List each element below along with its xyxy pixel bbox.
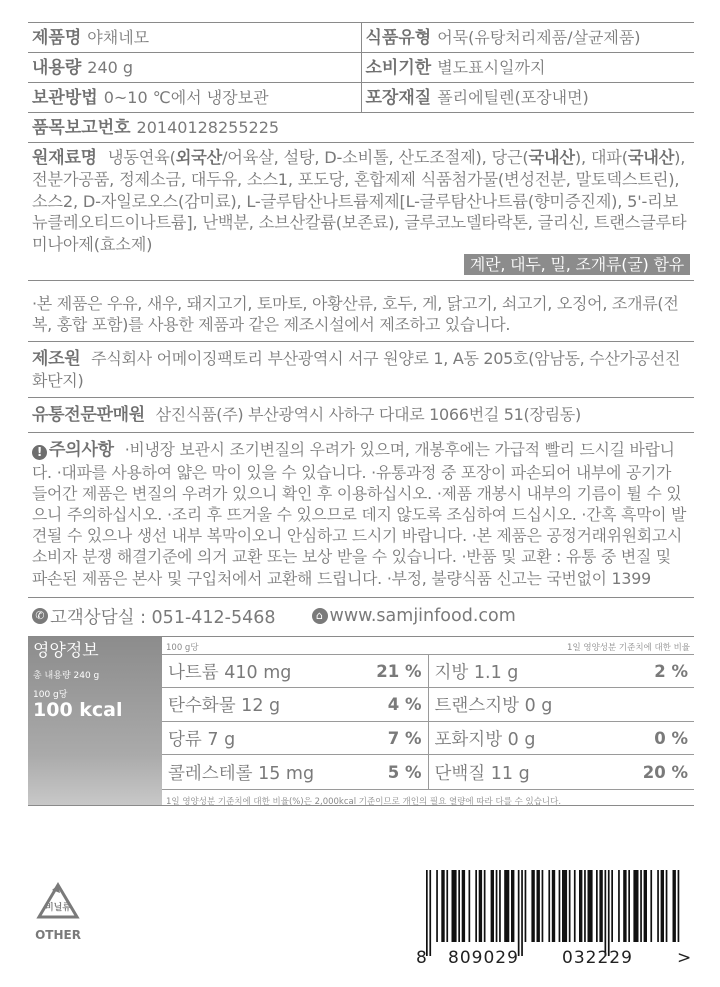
report-number-label: 품목보고번호 — [32, 118, 131, 138]
nutrition-table — [28, 636, 694, 806]
storage-cell — [28, 83, 361, 112]
barcode-digits-left: 809029 — [448, 948, 519, 968]
nutrition-kcal: 100 kcal — [33, 698, 123, 721]
barcode-bar — [511, 870, 514, 942]
barcode-bar — [657, 870, 659, 942]
info-row-3 — [28, 83, 694, 113]
nutrition-row — [162, 755, 694, 789]
manufacturer-text — [28, 342, 694, 397]
barcode-bar — [452, 870, 457, 942]
recycle-inner-text: 비닐류 — [44, 903, 72, 913]
barcode-bar — [640, 870, 642, 942]
manufacturer-label: 제조원 — [32, 349, 81, 370]
barcode-bar — [462, 870, 465, 942]
barcode-bar — [618, 870, 620, 942]
barcode-bar — [479, 870, 482, 942]
report-number-cell — [28, 113, 694, 142]
nutrition-header-left: 100 g당 — [166, 642, 199, 653]
barcode-bar — [673, 870, 676, 942]
food-type-label: 식품유형 — [365, 28, 432, 48]
nutrient-name: 단백질 11 g — [434, 763, 530, 784]
barcode-bar — [484, 870, 486, 942]
ingredients-text — [28, 143, 694, 280]
barcode-bar — [458, 870, 460, 942]
barcode-bar — [441, 870, 444, 942]
packaging-value: 폴리에틸렌(포장내면) — [437, 88, 589, 107]
product-name-cell — [28, 23, 361, 52]
nutrient-name: 당류 7 g — [168, 729, 236, 750]
nutrient-pct: 5 % — [387, 762, 422, 782]
barcode-bar — [518, 870, 520, 956]
contact-row — [28, 598, 694, 636]
nutrition-row — [162, 655, 694, 689]
barcode-bar — [436, 870, 438, 942]
distributor-value: 삼진식품(주) 부산광역시 사하구 다대로 1066번길 51(장림동) — [150, 405, 581, 425]
barcode-bar — [569, 870, 571, 942]
nutrient-pct: 4 % — [387, 695, 422, 715]
nutrient-pct: 7 % — [387, 728, 422, 748]
barcode-bar — [469, 870, 471, 942]
barcode-bar — [661, 870, 664, 942]
phone-icon: ✆ — [32, 608, 48, 624]
ingredients-seg: ), 전분가공품, 정제소금, 대두유, 소스1, 포도당, 혼합제제 식품첨가물(변성전분, 말토덱스트린), 소스2, D-자일로오스(감미료), L-글루탐산나트륨제제[L-글루탐산나트륨(향미증진제), 5'-리보뉴클레오티드이나트륨], 난백분, 소브산칼륨(보존료), 글루코노델타락톤, 글리신, 트랜스글루타미나아제(효소제) — [32, 148, 687, 254]
website-link[interactable] — [312, 606, 516, 626]
barcode-bar — [552, 870, 555, 942]
nutrition-header-right: 1일 영양성분 기준치에 대한 비율 — [567, 642, 690, 653]
nutrient-name: 지방 1.1 g — [434, 662, 519, 683]
expiry-cell — [361, 53, 695, 82]
website-text: www.samjinfood.com — [329, 606, 516, 627]
barcode-bar — [504, 870, 509, 942]
nutrition-per-qty: 100 g당 — [33, 689, 68, 700]
bottom-area — [0, 870, 720, 987]
barcode-bar — [623, 870, 626, 942]
barcode-bar — [542, 870, 544, 942]
ingredients-section — [28, 143, 694, 281]
barcode-bar — [491, 870, 494, 942]
barcode-bar — [525, 870, 527, 942]
barcode-bar — [633, 870, 638, 942]
barcode-bar — [559, 870, 561, 942]
manufacturer-section — [28, 342, 694, 398]
distributor-label: 유통전문판매원 — [32, 405, 145, 426]
barcode-bar — [599, 870, 602, 942]
barcode-bar — [608, 870, 610, 956]
barcode-bar — [531, 870, 534, 942]
quantity-label: 내용량 — [32, 58, 82, 78]
nutrition-grid — [162, 637, 694, 805]
food-type-value: 어묵(유탕처리제품/살균제품) — [437, 28, 641, 47]
packaging-cell — [361, 83, 695, 112]
barcode-arrow: > — [677, 948, 692, 968]
nutrient-pct: 0 % — [654, 728, 688, 748]
quantity-cell — [28, 53, 361, 82]
nutrition-row — [162, 688, 694, 722]
caution-label: 주의사항 — [49, 440, 114, 461]
facility-notice-section — [28, 287, 694, 342]
label-sheet — [28, 22, 694, 806]
barcode-bar — [521, 870, 523, 956]
barcode-bar — [562, 870, 567, 942]
storage-value: 0~10 ℃에서 냉장보관 — [103, 88, 269, 107]
nutrient-pct: 20 % — [642, 762, 688, 782]
nutrition-footnote: 1일 영양성분 기준치에 대한 비율(%)은 2,000kcal 기준이므로 개인의 필요 열량에 따라 다를 수 있습니다. — [162, 789, 694, 812]
caution-text — [28, 433, 694, 596]
nutrition-header — [162, 637, 694, 655]
product-name-value: 야채네모 — [87, 28, 150, 47]
ingredients-seg: ), 대파( — [574, 148, 628, 167]
origin-domestic: 국내산 — [528, 148, 575, 167]
caution-icon: ! — [32, 445, 47, 460]
barcode-bar — [678, 870, 680, 942]
barcode-bar — [499, 870, 501, 942]
nutrition-title: 영양정보 — [33, 640, 99, 661]
home-icon: ⌂ — [312, 608, 328, 624]
barcode-bar — [475, 870, 477, 942]
nutrition-row — [162, 722, 694, 756]
manufacturer-value: 주식회사 어메이징팩토리 부산광역시 서구 원양로 1, A동 205호(암남동, 수산가공선진화단지) — [32, 349, 681, 391]
barcode-bar — [611, 870, 613, 942]
barcode-bar — [650, 870, 652, 942]
report-number-value: 20140128255225 — [136, 118, 280, 137]
caution-body: ·비냉장 보관시 조기변질의 우려가 있으며, 개봉후에는 가급적 빨리 드시길 바랍니다. ·대파를 사용하여 얇은 막이 있을 수 있습니다. ·유통과정 중 포장이 파손되어 내부에 공기가 들어간 제품은 변질의 우려가 있으니 확인 후 이용하십시오. ·제품 개봉시 내부의 기름이 튈 수 있으니 주의하십시오. ·조리 후 뜨거울 수 있으므로 데지 않도록 조심하여 드십시오. ·간혹 흑막이 발견될 수 있으나 생선 내부 복막이오니 안심하고 드시기 바랍니다. ·본 제품은 공정거래위원회고시 소비자 분쟁 해결기준에 의거 교환 또는 보상 받을 수 있습니다. ·반품 및 교환 : 유통 중 변질 및 파손된 제품은 본사 및 구입처에서 교환해 드립니다. ·부정, 불량식품 신고는 국번없이 1399 — [32, 440, 687, 588]
recycle-name: OTHER — [35, 928, 81, 942]
report-number-row — [28, 113, 694, 143]
barcode-bar — [628, 870, 630, 942]
ingredients-seg: /어육살, 설탕, D-소비톨, 산도조절제), 당근( — [222, 148, 529, 167]
barcode — [416, 870, 692, 970]
packaging-label: 포장재질 — [365, 88, 432, 108]
recycle-icon — [36, 882, 80, 922]
distributor-section — [28, 398, 694, 433]
product-name-label: 제품명 — [32, 28, 82, 48]
barcode-bar — [644, 870, 647, 942]
barcode-bar — [666, 870, 668, 942]
barcode-bar — [548, 870, 550, 942]
barcode-bar — [579, 870, 582, 942]
barcode-bar — [574, 870, 576, 942]
barcode-bar — [605, 870, 607, 956]
caution-section — [28, 433, 694, 597]
ingredients-label: 원재료명 — [32, 148, 97, 168]
facility-notice: ·본 제품은 우유, 새우, 돼지고기, 토마토, 아황산류, 호두, 게, 닭고기, 쇠고기, 오징어, 조개류(전복, 홍합 포함)를 사용한 제품과 같은 제조시설에서 제조하고 있습니다. — [32, 294, 679, 335]
barcode-bar — [496, 870, 498, 942]
nutrient-name: 나트륨 410 mg — [168, 662, 292, 683]
barcode-bar — [426, 870, 428, 956]
phone-text: 고객상담실 : 051-412-5468 — [50, 607, 276, 628]
barcode-bar — [596, 870, 598, 942]
distributor-text — [28, 398, 694, 432]
barcode-bar — [588, 870, 593, 942]
barcode-digits-right: 032229 — [562, 948, 633, 968]
expiry-label: 소비기한 — [365, 58, 432, 78]
nutrition-summary — [28, 637, 162, 805]
expiry-value: 별도표시일까지 — [437, 58, 546, 77]
quantity-value: 240 g — [87, 58, 134, 77]
barcode-bar — [584, 870, 586, 942]
nutrition-total-qty: 총 내용량 240 g — [33, 670, 100, 681]
info-row-2 — [28, 53, 694, 83]
info-row-1 — [28, 22, 694, 53]
nutrient-pct: 21 % — [376, 661, 422, 681]
barcode-bar — [446, 870, 448, 942]
recycle-mark — [28, 882, 88, 942]
nutrient-name: 콜레스테롤 15 mg — [168, 763, 315, 784]
origin-domestic: 국내산 — [627, 148, 675, 167]
nutrient-name: 탄수화물 12 g — [168, 696, 281, 717]
storage-label: 보관방법 — [32, 88, 98, 108]
nutrient-name: 트랜스지방 0 g — [434, 696, 553, 717]
barcode-digit-lead: 8 — [416, 948, 427, 968]
barcode-bar — [429, 870, 431, 956]
ingredients-seg: 냉동연육( — [102, 148, 176, 167]
nutrient-pct: 2 % — [654, 661, 688, 681]
allergen-badge: 계란, 대두, 밀, 조개류(굴) 함유 — [464, 254, 690, 275]
food-type-cell — [361, 23, 695, 52]
nutrient-name: 포화지방 0 g — [434, 729, 536, 750]
barcode-bar — [537, 870, 540, 942]
origin-foreign: 외국산 — [175, 148, 223, 167]
